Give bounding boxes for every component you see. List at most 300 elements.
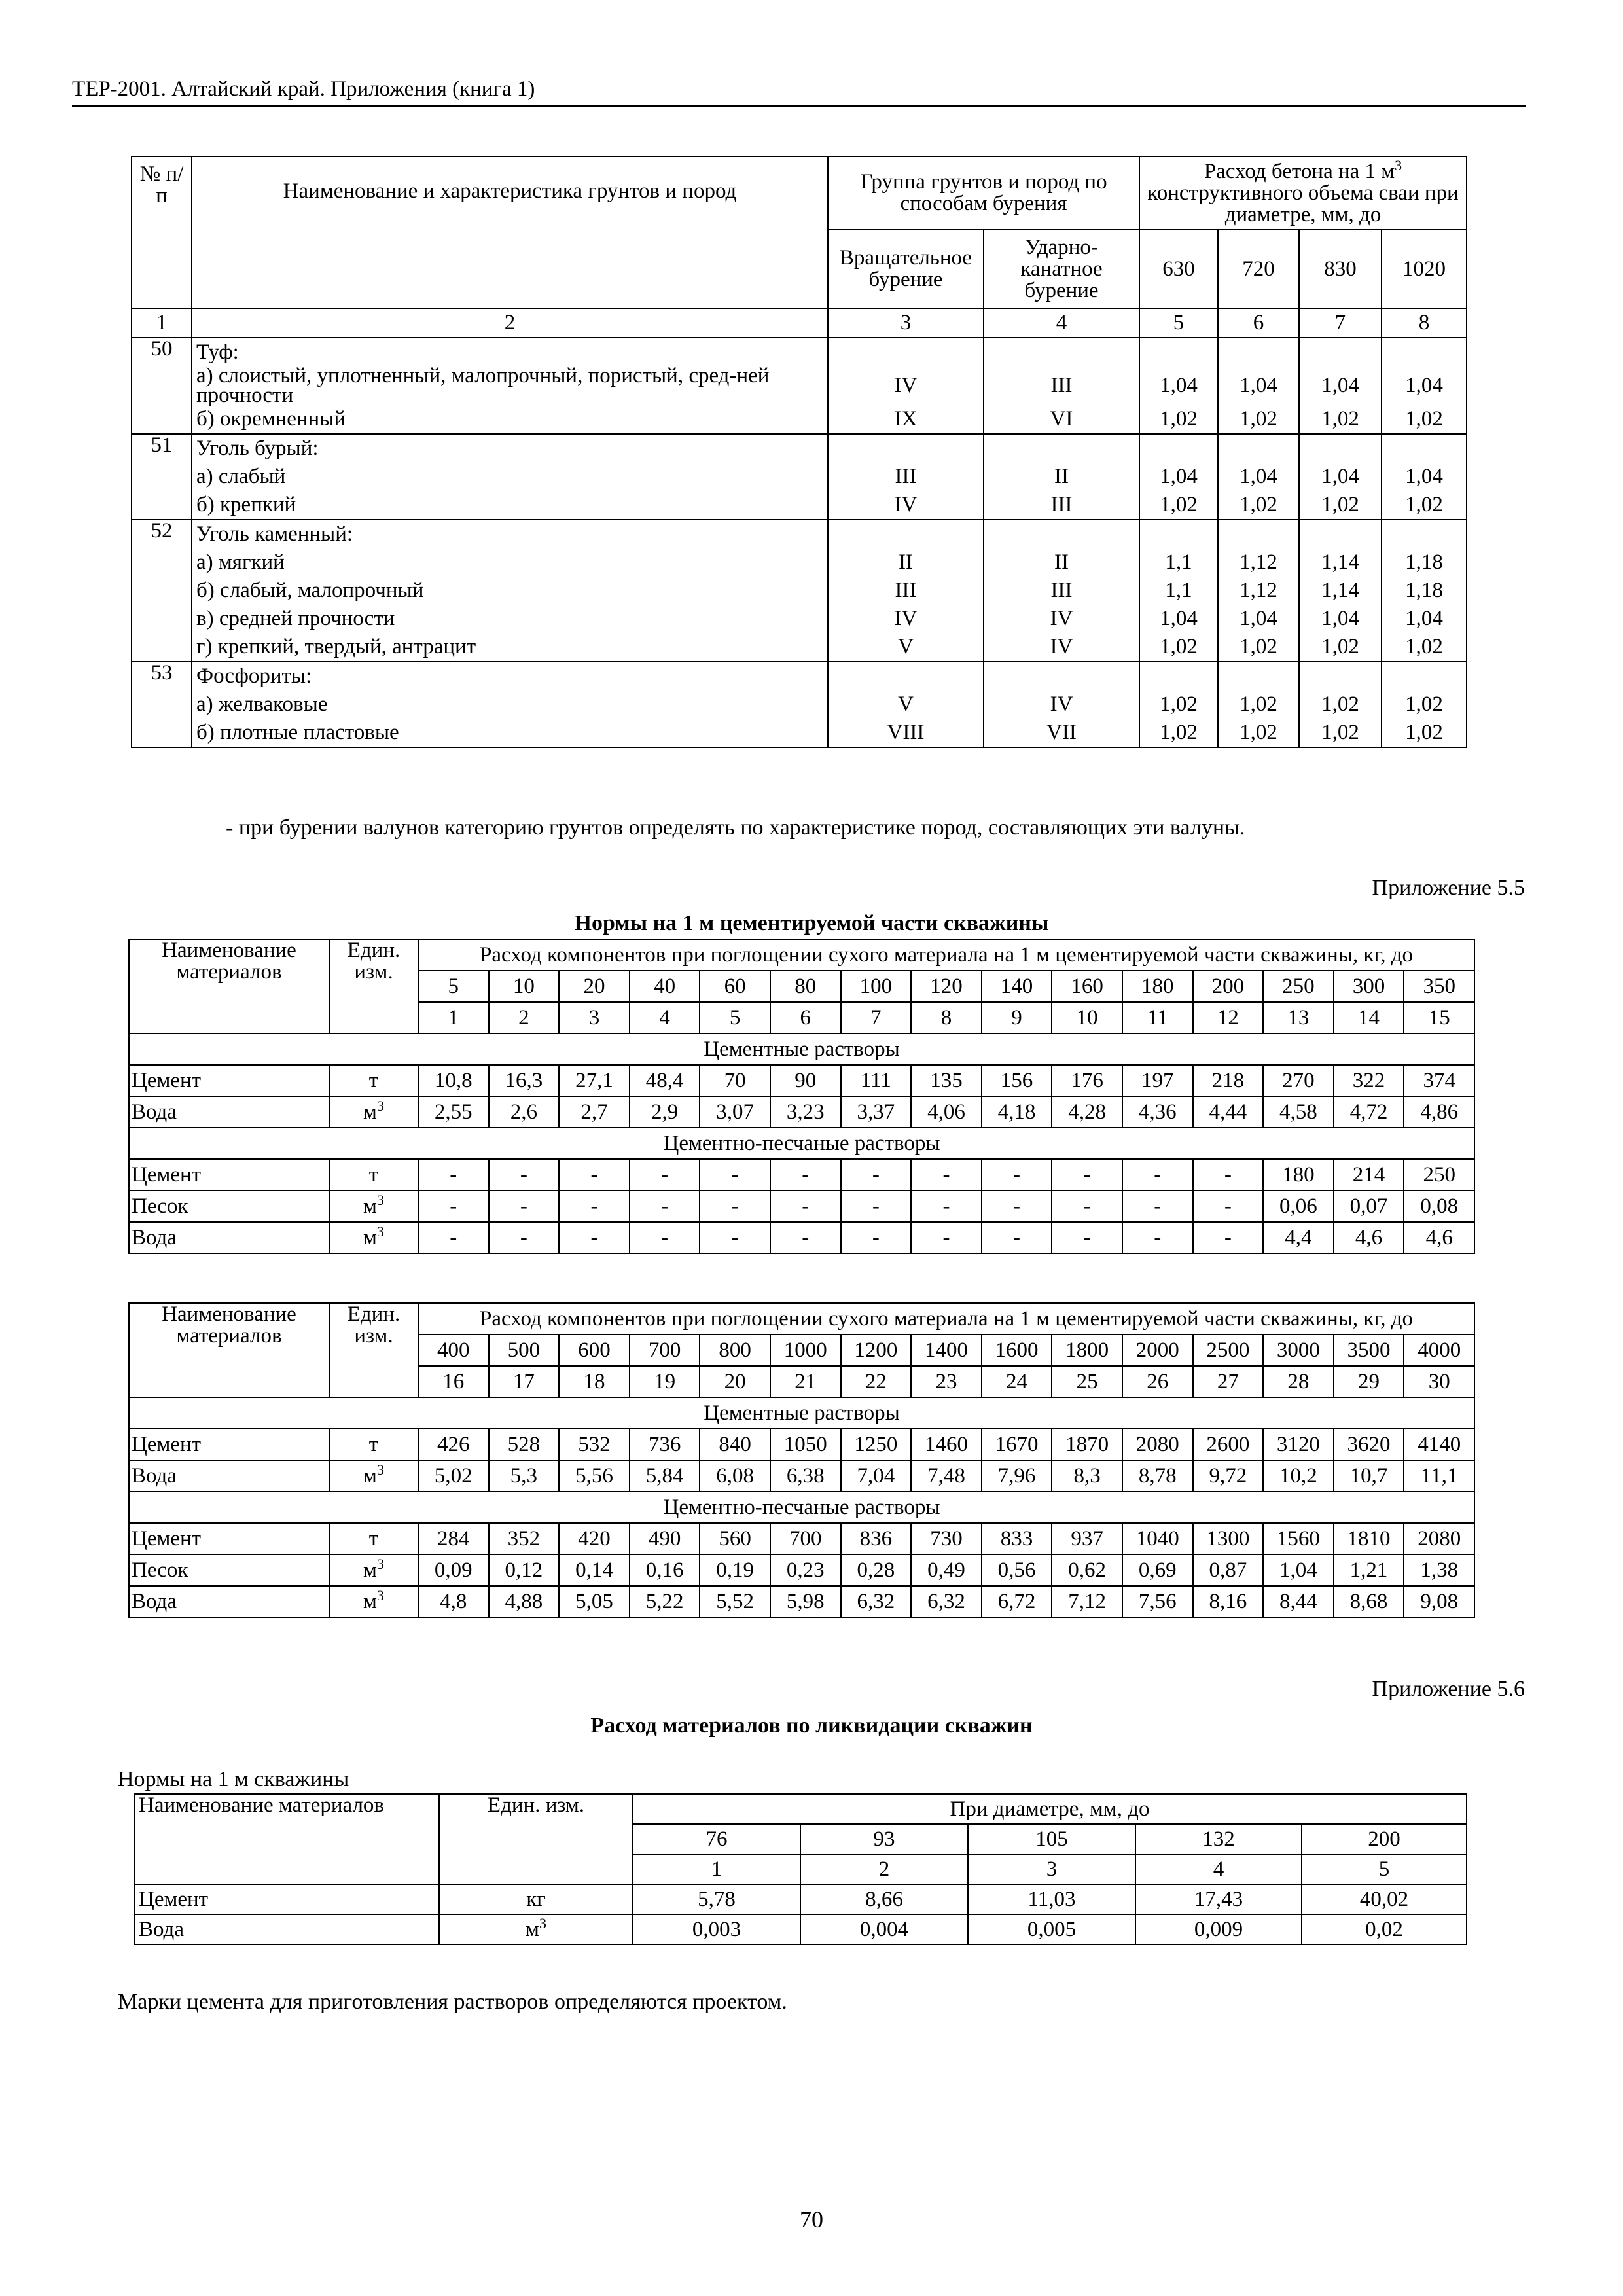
unit-text: т bbox=[368, 1432, 379, 1456]
norms-label: Нормы на 1 м скважины bbox=[118, 1767, 349, 1791]
group-title: Туф: bbox=[192, 338, 828, 367]
absorption-value: 160 bbox=[1052, 971, 1122, 1002]
empty-cell bbox=[1382, 520, 1467, 548]
absorption-value: 10 bbox=[489, 971, 560, 1002]
concrete-value: 1,02 bbox=[1139, 491, 1218, 520]
section-header: Цементные растворы bbox=[129, 1033, 1474, 1065]
value-cell: - bbox=[982, 1222, 1052, 1253]
value-cell: 0,02 bbox=[1302, 1914, 1467, 1945]
unit bbox=[329, 1096, 418, 1128]
diameter-value: 105 bbox=[968, 1824, 1135, 1854]
impact-group: III bbox=[984, 491, 1139, 520]
unit-exponent: 3 bbox=[376, 1097, 384, 1114]
absorption-value: 800 bbox=[700, 1335, 770, 1366]
value-cell: 2,7 bbox=[559, 1096, 630, 1128]
header-group: Группа грунтов и пород по способам бурения bbox=[828, 156, 1139, 230]
soil-name: б) окремненный bbox=[192, 405, 828, 434]
value-cell: 4,6 bbox=[1404, 1222, 1474, 1253]
concrete-value: 1,02 bbox=[1218, 691, 1299, 719]
water-row bbox=[129, 1586, 1474, 1617]
absorption-value: 2000 bbox=[1122, 1335, 1193, 1366]
material-name: Вода bbox=[129, 1222, 329, 1253]
section-header: Цементно-песчаные растворы bbox=[129, 1128, 1474, 1159]
rotary-group: IV bbox=[828, 491, 984, 520]
value-cell: 5,22 bbox=[630, 1586, 700, 1617]
value-cell: - bbox=[489, 1191, 560, 1222]
unit bbox=[329, 1191, 418, 1222]
value-cell: 3,37 bbox=[841, 1096, 912, 1128]
value-cell: 4,44 bbox=[1193, 1096, 1264, 1128]
column-number: 29 bbox=[1334, 1366, 1404, 1397]
concrete-value: 1,18 bbox=[1382, 577, 1467, 605]
value-cell: 5,84 bbox=[630, 1460, 700, 1492]
unit bbox=[329, 1523, 418, 1554]
value-cell: 16,3 bbox=[489, 1065, 560, 1096]
value-cell: 284 bbox=[418, 1523, 489, 1554]
value-cell: - bbox=[911, 1159, 982, 1191]
value-cell: 4,58 bbox=[1263, 1096, 1334, 1128]
soil-name: б) плотные пластовые bbox=[192, 719, 828, 747]
soil-row bbox=[132, 633, 1467, 662]
soil-name: а) мягкий bbox=[192, 548, 828, 577]
value-cell: - bbox=[841, 1222, 912, 1253]
unit bbox=[329, 1222, 418, 1253]
concrete-value: 1,02 bbox=[1382, 719, 1467, 747]
value-cell: 3120 bbox=[1263, 1429, 1334, 1460]
empty-cell bbox=[1139, 520, 1218, 548]
column-number: 6 bbox=[770, 1002, 841, 1033]
unit-exponent: 3 bbox=[376, 1223, 384, 1240]
diam-cell: 1020 bbox=[1382, 230, 1467, 308]
column-number: 22 bbox=[841, 1366, 912, 1397]
absorption-value: 120 bbox=[911, 971, 982, 1002]
unit bbox=[329, 1460, 418, 1492]
unit-text: м bbox=[363, 1225, 377, 1249]
value-cell: 197 bbox=[1122, 1065, 1193, 1096]
appendix-5-5: Приложение 5.5 bbox=[1372, 876, 1525, 900]
material-name: Вода bbox=[134, 1914, 439, 1945]
concrete-value: 1,02 bbox=[1382, 405, 1467, 434]
absorption-value: 80 bbox=[770, 971, 841, 1002]
header-title: ТЕР-2001. Алтайский край. Приложения (книга 1) bbox=[72, 77, 535, 101]
empty-cell bbox=[1218, 662, 1299, 691]
page-header bbox=[72, 77, 1526, 107]
value-cell: 0,08 bbox=[1404, 1191, 1474, 1222]
value-cell: 156 bbox=[982, 1065, 1052, 1096]
impact-group: VI bbox=[984, 405, 1139, 434]
absorption-value: 700 bbox=[630, 1335, 700, 1366]
column-number: 8 bbox=[911, 1002, 982, 1033]
diameter-value: 93 bbox=[800, 1824, 968, 1854]
value-cell: - bbox=[630, 1191, 700, 1222]
unit-text: м bbox=[363, 1100, 377, 1124]
soil-row bbox=[132, 548, 1467, 577]
empty-cell bbox=[1299, 662, 1382, 691]
concrete-value: 1,02 bbox=[1218, 633, 1299, 662]
column-number: 4 bbox=[1135, 1854, 1302, 1884]
value-cell: 11,1 bbox=[1404, 1460, 1474, 1492]
boulder-note: - при бурении валунов категорию грунтов определять по характеристике пород, составляющих эти валуны. bbox=[226, 816, 1245, 840]
absorption-value: 500 bbox=[489, 1335, 560, 1366]
column-number: 7 bbox=[841, 1002, 912, 1033]
column-number: 11 bbox=[1122, 1002, 1193, 1033]
unit-exponent: 3 bbox=[376, 1461, 384, 1478]
concrete-value: 1,02 bbox=[1299, 691, 1382, 719]
value-cell: 2,55 bbox=[418, 1096, 489, 1128]
impact-group: II bbox=[984, 463, 1139, 491]
value-cell: 10,2 bbox=[1263, 1460, 1334, 1492]
value-cell: 5,98 bbox=[770, 1586, 841, 1617]
value-cell: - bbox=[700, 1159, 770, 1191]
diameter-value: 200 bbox=[1302, 1824, 1467, 1854]
title-5-6: Расход материалов по ликвидации скважин bbox=[590, 1713, 1033, 1738]
value-cell: 176 bbox=[1052, 1065, 1122, 1096]
unit-text: м bbox=[363, 1194, 377, 1218]
column-number: 17 bbox=[489, 1366, 560, 1397]
value-cell: 4,28 bbox=[1052, 1096, 1122, 1128]
value-cell: 420 bbox=[559, 1523, 630, 1554]
value-cell: 5,78 bbox=[633, 1884, 800, 1914]
value-cell: 1460 bbox=[911, 1429, 982, 1460]
value-cell: - bbox=[1193, 1191, 1264, 1222]
soil-group-row bbox=[132, 520, 1467, 548]
unit-text: кг bbox=[526, 1887, 546, 1911]
absorption-value: 600 bbox=[559, 1335, 630, 1366]
value-cell: 8,44 bbox=[1263, 1586, 1334, 1617]
empty-cell bbox=[1218, 338, 1299, 367]
rotary-group: IX bbox=[828, 405, 984, 434]
column-number: 12 bbox=[1193, 1002, 1264, 1033]
value-cell: 8,78 bbox=[1122, 1460, 1193, 1492]
diam-cell: 630 bbox=[1139, 230, 1218, 308]
value-cell: - bbox=[630, 1222, 700, 1253]
value-cell: 426 bbox=[418, 1429, 489, 1460]
value-cell: 7,12 bbox=[1052, 1586, 1122, 1617]
value-cell: 1810 bbox=[1334, 1523, 1404, 1554]
value-cell: 0,19 bbox=[700, 1554, 770, 1586]
unit-text: м bbox=[363, 1463, 377, 1488]
column-number: 21 bbox=[770, 1366, 841, 1397]
material-name: Песок bbox=[129, 1191, 329, 1222]
concrete-value: 1,04 bbox=[1382, 605, 1467, 633]
impact-group: IV bbox=[984, 691, 1139, 719]
concrete-value: 1,04 bbox=[1382, 367, 1467, 405]
absorption-value: 40 bbox=[630, 971, 700, 1002]
value-cell: 1040 bbox=[1122, 1523, 1193, 1554]
empty-cell bbox=[828, 662, 984, 691]
column-number: 9 bbox=[982, 1002, 1052, 1033]
value-cell: - bbox=[1193, 1222, 1264, 1253]
concrete-value: 1,04 bbox=[1139, 367, 1218, 405]
empty-cell bbox=[1382, 338, 1467, 367]
diam-cell: 720 bbox=[1218, 230, 1299, 308]
column-number: 10 bbox=[1052, 1002, 1122, 1033]
soil-row bbox=[132, 367, 1467, 405]
header-consumption: Расход компонентов при поглощении сухого материала на 1 м цементируемой части скважины, кг, до bbox=[418, 1303, 1474, 1335]
column-number: 15 bbox=[1404, 1002, 1474, 1033]
impact-group: IV bbox=[984, 633, 1139, 662]
value-cell: 4,72 bbox=[1334, 1096, 1404, 1128]
concrete-value: 1,02 bbox=[1382, 491, 1467, 520]
cement-row bbox=[129, 1065, 1474, 1096]
unit bbox=[439, 1884, 633, 1914]
value-cell: - bbox=[489, 1159, 560, 1191]
material-name: Цемент bbox=[129, 1429, 329, 1460]
value-cell: 4,36 bbox=[1122, 1096, 1193, 1128]
concrete-value: 1,04 bbox=[1139, 605, 1218, 633]
absorption-value: 400 bbox=[418, 1335, 489, 1366]
value-cell: 11,03 bbox=[968, 1884, 1135, 1914]
concrete-value: 1,02 bbox=[1218, 491, 1299, 520]
value-cell: 2600 bbox=[1193, 1429, 1264, 1460]
absorption-value: 4000 bbox=[1404, 1335, 1474, 1366]
liquidation-row bbox=[134, 1884, 1467, 1914]
value-cell: 4,6 bbox=[1334, 1222, 1404, 1253]
value-cell: 10,8 bbox=[418, 1065, 489, 1096]
value-cell: 27,1 bbox=[559, 1065, 630, 1096]
value-cell: 352 bbox=[489, 1523, 560, 1554]
value-cell: 3,07 bbox=[700, 1096, 770, 1128]
unit-exponent: 3 bbox=[376, 1587, 384, 1604]
value-cell: 9,72 bbox=[1193, 1460, 1264, 1492]
value-cell: 560 bbox=[700, 1523, 770, 1554]
value-cell: - bbox=[982, 1191, 1052, 1222]
column-number: 26 bbox=[1122, 1366, 1193, 1397]
value-cell: - bbox=[559, 1159, 630, 1191]
rotary-group: II bbox=[828, 548, 984, 577]
value-cell: - bbox=[559, 1222, 630, 1253]
concrete-value: 1,02 bbox=[1218, 719, 1299, 747]
unit-text: т bbox=[368, 1162, 379, 1187]
absorption-value: 1600 bbox=[982, 1335, 1052, 1366]
header-no: № п/п bbox=[132, 156, 192, 308]
column-number: 20 bbox=[700, 1366, 770, 1397]
value-cell: 0,14 bbox=[559, 1554, 630, 1586]
value-cell: - bbox=[700, 1222, 770, 1253]
concrete-value: 1,14 bbox=[1299, 577, 1382, 605]
unit-text: м bbox=[363, 1558, 377, 1582]
column-number: 8 bbox=[1382, 308, 1467, 338]
value-cell: 0,003 bbox=[633, 1914, 800, 1945]
value-cell: 374 bbox=[1404, 1065, 1474, 1096]
value-cell: - bbox=[1122, 1222, 1193, 1253]
value-cell: 1,04 bbox=[1263, 1554, 1334, 1586]
soil-table bbox=[131, 156, 1467, 748]
rotary-group: III bbox=[828, 463, 984, 491]
absorption-value: 20 bbox=[559, 971, 630, 1002]
soil-row bbox=[132, 405, 1467, 434]
unit-text: т bbox=[368, 1068, 379, 1092]
concrete-value: 1,04 bbox=[1299, 463, 1382, 491]
value-cell: 0,005 bbox=[968, 1914, 1135, 1945]
absorption-value: 350 bbox=[1404, 971, 1474, 1002]
material-name: Цемент bbox=[129, 1159, 329, 1191]
soil-group-row bbox=[132, 434, 1467, 463]
value-cell: 218 bbox=[1193, 1065, 1264, 1096]
value-cell: - bbox=[770, 1222, 841, 1253]
empty-cell bbox=[828, 520, 984, 548]
value-cell: 700 bbox=[770, 1523, 841, 1554]
value-cell: - bbox=[770, 1191, 841, 1222]
value-cell: 7,96 bbox=[982, 1460, 1052, 1492]
soil-name: а) слоистый, уплотненный, малопрочный, пористый, сред-ней прочности bbox=[192, 367, 828, 405]
value-cell: 17,43 bbox=[1135, 1884, 1302, 1914]
rotary-group: IV bbox=[828, 605, 984, 633]
impact-group: II bbox=[984, 548, 1139, 577]
cement-row bbox=[129, 1159, 1474, 1191]
absorption-value: 3500 bbox=[1334, 1335, 1404, 1366]
absorption-value: 1200 bbox=[841, 1335, 912, 1366]
column-number: 2 bbox=[192, 308, 828, 338]
value-cell: 90 bbox=[770, 1065, 841, 1096]
soil-name: г) крепкий, твердый, антрацит bbox=[192, 633, 828, 662]
concrete-value: 1,18 bbox=[1382, 548, 1467, 577]
unit-exponent: 3 bbox=[376, 1555, 384, 1572]
concrete-value: 1,04 bbox=[1218, 605, 1299, 633]
group-title: Уголь бурый: bbox=[192, 434, 828, 463]
diam-cell: 830 bbox=[1299, 230, 1382, 308]
concrete-value: 1,14 bbox=[1299, 548, 1382, 577]
soil-row bbox=[132, 577, 1467, 605]
column-number: 2 bbox=[489, 1002, 560, 1033]
empty-cell bbox=[1218, 434, 1299, 463]
column-number: 7 bbox=[1299, 308, 1382, 338]
unit-text: м bbox=[526, 1917, 539, 1941]
value-cell: - bbox=[1122, 1191, 1193, 1222]
value-cell: 490 bbox=[630, 1523, 700, 1554]
water-row bbox=[129, 1222, 1474, 1253]
soil-name: б) крепкий bbox=[192, 491, 828, 520]
column-number: 6 bbox=[1218, 308, 1299, 338]
soil-row bbox=[132, 605, 1467, 633]
group-number: 51 bbox=[132, 434, 192, 520]
value-cell: 937 bbox=[1052, 1523, 1122, 1554]
value-cell: - bbox=[418, 1159, 489, 1191]
value-cell: 0,23 bbox=[770, 1554, 841, 1586]
value-cell: 8,66 bbox=[800, 1884, 968, 1914]
column-number: 3 bbox=[968, 1854, 1135, 1884]
value-cell: 1,21 bbox=[1334, 1554, 1404, 1586]
header-concrete: Расход бетона на 1 $м^3$ конструктивного объема сваи при диаметре, мм, до bbox=[1139, 156, 1467, 230]
value-cell: 6,72 bbox=[982, 1586, 1052, 1617]
cement-brand-note: Марки цемента для приготовления растворов определяются проектом. bbox=[118, 1990, 787, 2014]
soil-row bbox=[132, 719, 1467, 747]
empty-cell bbox=[828, 338, 984, 367]
t4-header-unit: Един. изм. bbox=[439, 1794, 633, 1884]
concrete-value: 1,1 bbox=[1139, 577, 1218, 605]
concrete-value: 1,02 bbox=[1139, 691, 1218, 719]
concrete-value: 1,04 bbox=[1299, 367, 1382, 405]
empty-cell bbox=[984, 662, 1139, 691]
value-cell: 6,32 bbox=[911, 1586, 982, 1617]
rotary-group: IV bbox=[828, 367, 984, 405]
column-number: 30 bbox=[1404, 1366, 1474, 1397]
soil-name: б) слабый, малопрочный bbox=[192, 577, 828, 605]
soil-row bbox=[132, 691, 1467, 719]
rotary-group: V bbox=[828, 633, 984, 662]
concrete-value: 1,02 bbox=[1299, 633, 1382, 662]
concrete-value: 1,02 bbox=[1218, 405, 1299, 434]
soil-group-row bbox=[132, 662, 1467, 691]
value-cell: 5,02 bbox=[418, 1460, 489, 1492]
column-number: 28 bbox=[1263, 1366, 1334, 1397]
value-cell: - bbox=[841, 1159, 912, 1191]
absorption-value: 2500 bbox=[1193, 1335, 1264, 1366]
value-cell: - bbox=[630, 1159, 700, 1191]
value-cell: 7,48 bbox=[911, 1460, 982, 1492]
column-number: 3 bbox=[828, 308, 984, 338]
value-cell: 2080 bbox=[1122, 1429, 1193, 1460]
diameter-value: 132 bbox=[1135, 1824, 1302, 1854]
value-cell: - bbox=[1122, 1159, 1193, 1191]
group-number: 50 bbox=[132, 338, 192, 434]
absorption-value: 140 bbox=[982, 971, 1052, 1002]
absorption-value: 250 bbox=[1263, 971, 1334, 1002]
concrete-value: 1,02 bbox=[1139, 405, 1218, 434]
value-cell: 10,7 bbox=[1334, 1460, 1404, 1492]
column-number: 24 bbox=[982, 1366, 1052, 1397]
unit-exponent: 3 bbox=[539, 1914, 546, 1931]
impact-group: VII bbox=[984, 719, 1139, 747]
column-number: 1 bbox=[633, 1854, 800, 1884]
value-cell: 0,16 bbox=[630, 1554, 700, 1586]
column-number: 14 bbox=[1334, 1002, 1404, 1033]
value-cell: 3620 bbox=[1334, 1429, 1404, 1460]
concrete-value: 1,04 bbox=[1218, 463, 1299, 491]
empty-cell bbox=[1139, 434, 1218, 463]
liquidation-row bbox=[134, 1914, 1467, 1945]
value-cell: - bbox=[418, 1222, 489, 1253]
empty-cell bbox=[1139, 338, 1218, 367]
empty-cell bbox=[1139, 662, 1218, 691]
soil-row bbox=[132, 491, 1467, 520]
title-5-5: Нормы на 1 м цементируемой части скважины bbox=[574, 911, 1049, 935]
unit bbox=[329, 1586, 418, 1617]
t4-header-diam: При диаметре, мм, до bbox=[633, 1794, 1467, 1824]
value-cell: 0,49 bbox=[911, 1554, 982, 1586]
sand-row bbox=[129, 1191, 1474, 1222]
value-cell: - bbox=[770, 1159, 841, 1191]
cement-row bbox=[129, 1523, 1474, 1554]
value-cell: 532 bbox=[559, 1429, 630, 1460]
concrete-value: 1,02 bbox=[1299, 405, 1382, 434]
empty-cell bbox=[1218, 520, 1299, 548]
value-cell: 7,04 bbox=[841, 1460, 912, 1492]
value-cell: 0,62 bbox=[1052, 1554, 1122, 1586]
value-cell: 5,52 bbox=[700, 1586, 770, 1617]
concrete-value: 1,02 bbox=[1382, 633, 1467, 662]
column-number: 2 bbox=[800, 1854, 968, 1884]
value-cell: 836 bbox=[841, 1523, 912, 1554]
value-cell: 3,23 bbox=[770, 1096, 841, 1128]
unit bbox=[329, 1429, 418, 1460]
value-cell: 4,8 bbox=[418, 1586, 489, 1617]
value-cell: 2080 bbox=[1404, 1523, 1474, 1554]
value-cell: 8,68 bbox=[1334, 1586, 1404, 1617]
cement-norms-table-2 bbox=[128, 1302, 1475, 1618]
rotary-group: V bbox=[828, 691, 984, 719]
empty-cell bbox=[984, 338, 1139, 367]
material-name: Цемент bbox=[129, 1065, 329, 1096]
header-unit: Един. изм. bbox=[329, 939, 418, 1033]
concrete-value: 1,02 bbox=[1139, 633, 1218, 662]
soil-name: а) слабый bbox=[192, 463, 828, 491]
header-material: Наименование материалов bbox=[129, 1303, 329, 1397]
absorption-value: 60 bbox=[700, 971, 770, 1002]
value-cell: 322 bbox=[1334, 1065, 1404, 1096]
cement-row bbox=[129, 1429, 1474, 1460]
value-cell: - bbox=[911, 1191, 982, 1222]
